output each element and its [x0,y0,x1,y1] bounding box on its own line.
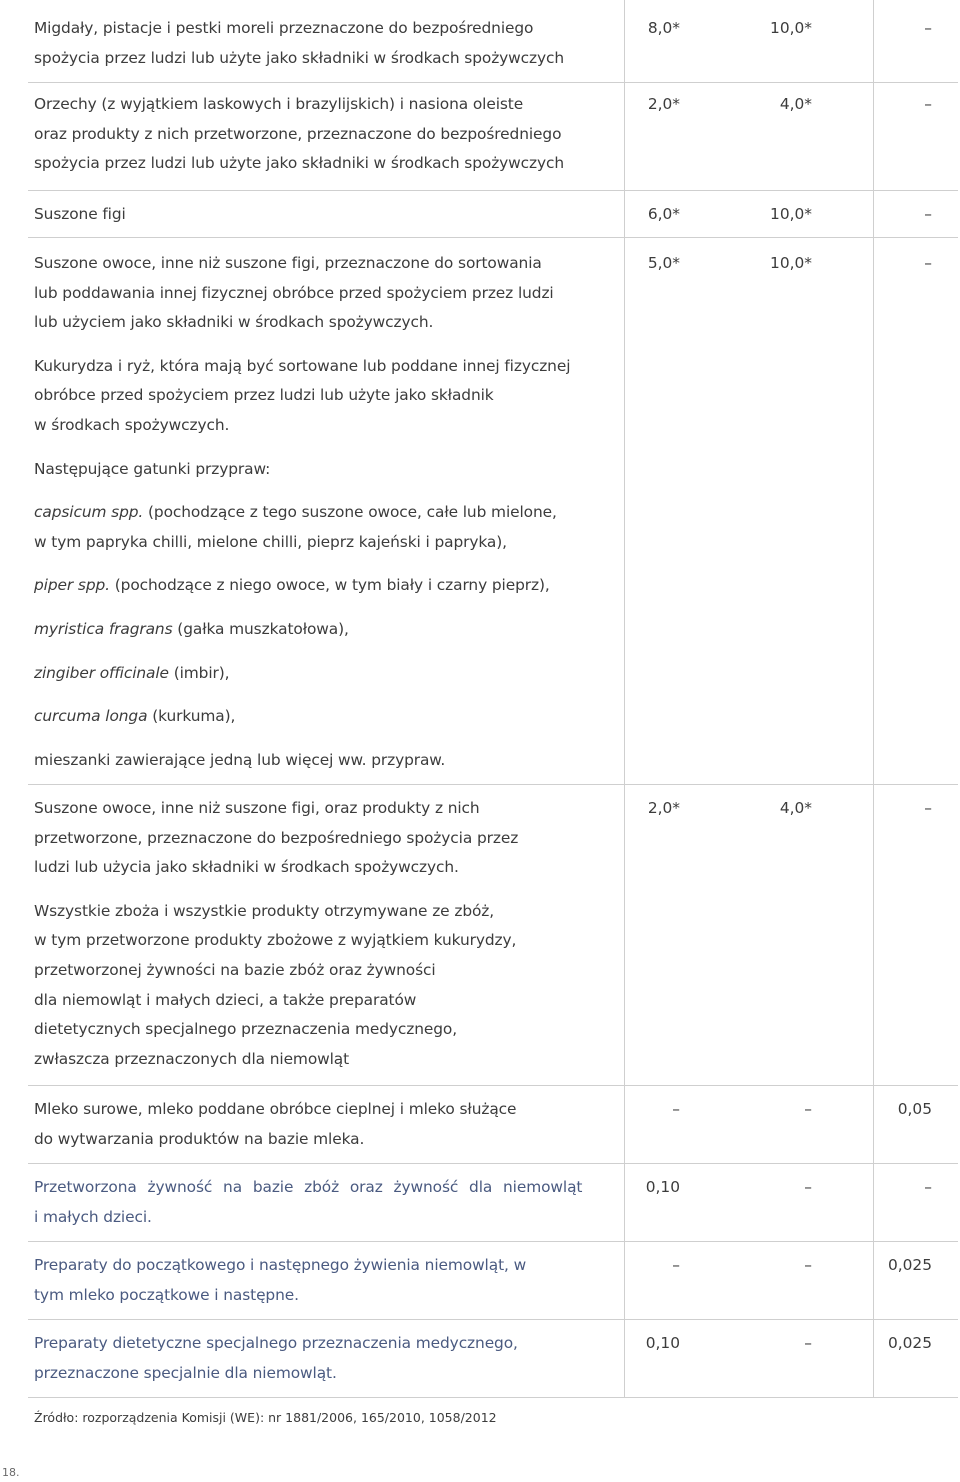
text-line: i małych dzieci. [34,1207,152,1226]
text-line: Kukurydza i ryż, która mają być sortowane lub poddane innej fizycznej [34,356,571,375]
text-line: w tym przetworzone produkty zbożowe z wyjątkiem kukurydzy, [34,931,517,950]
value-total: 4,0* [779,95,812,113]
column-divider [873,1241,874,1319]
product-description [34,1329,609,1388]
table-row [28,1163,958,1242]
column-divider [624,1085,625,1163]
value-total: – [804,1178,812,1196]
column-divider [624,1319,625,1397]
value-total: 10,0* [770,254,812,272]
product-description [34,1095,609,1154]
column-divider [873,237,874,784]
spice-text: (kurkuma), [147,707,236,726]
spice-text: (pochodzące z tego suszone owoce, całe lub mielone, [143,503,557,522]
product-description [34,1251,609,1310]
text-line: do wytwarzania produktów na bazie mleka. [34,1129,365,1148]
product-description [34,794,609,1074]
text-line: tym mleko początkowe i następne. [34,1285,299,1304]
text-line: lub poddawania innej fizycznej obróbce przed spożyciem przez ludzi [34,283,554,302]
product-description [34,249,609,775]
text-line: Wszystkie zboża i wszystkie produkty otrzymywane ze zbóż, [34,901,495,920]
text-line: Preparaty dietetyczne specjalnego przeznaczenia medycznego, [34,1334,518,1352]
column-divider [873,1163,874,1241]
text-line: w tym papryka chilli, mielone chilli, pieprz kajeński i papryka), [34,532,507,551]
column-divider [873,82,874,190]
spice-text: (gałka muszkatołowa), [172,619,349,638]
column-divider [873,1319,874,1397]
value-total: – [804,1256,812,1274]
text-line: spożycia przez ludzi lub użyte jako składniki w środkach spożywczych [34,48,565,67]
table-row [28,1241,958,1320]
text-line: Przetworzona żywność na bazie zbóż oraz żywność dla niemowląt [34,1178,583,1196]
spice-item [34,615,609,645]
spice-item [34,659,609,689]
product-description [34,90,609,179]
value-b1: 5,0* [647,254,680,272]
text-line: Orzechy (z wyjątkiem laskowych i brazylijskich) i nasiona oleiste [34,95,524,113]
value-total: – [804,1100,812,1118]
spice-item [34,571,609,601]
spice-text: (imbir), [168,663,230,682]
value-b1: – [672,1256,680,1274]
value-b1: 6,0* [647,205,680,223]
text-line: w środkach spożywczych. [34,415,230,434]
page-number: 18. [2,1466,20,1479]
table-row [28,0,958,83]
latin-name: piper spp. [34,576,110,595]
value-total: – [804,1334,812,1352]
column-divider [624,1241,625,1319]
product-description [34,200,609,230]
text-line: Suszone owoce, inne niż suszone figi, przeznaczone do sortowania [34,254,542,272]
column-divider [624,237,625,784]
text-line: oraz produkty z nich przetworzone, przeznaczone do bezpośredniego [34,124,562,143]
value-b1: 2,0* [647,799,680,817]
value-m1: 0,05 [897,1100,932,1118]
table-row [28,784,958,1086]
column-divider [624,784,625,1085]
column-divider [873,1085,874,1163]
latin-name: myristica fragrans [34,619,173,638]
table-row [28,1319,958,1398]
column-divider [624,190,625,237]
text-line: Migdały, pistacje i pestki moreli przeznaczone do bezpośredniego [34,19,534,37]
text-line: Suszone owoce, inne niż suszone figi, oraz produkty z nich [34,799,480,817]
value-b1: 0,10 [645,1178,680,1196]
text-line: spożycia przez ludzi lub użyte jako składniki w środkach spożywczych [34,154,565,173]
text-line: Preparaty do początkowego i następnego żywienia niemowląt, w [34,1256,527,1274]
value-m1: 0,025 [887,1256,932,1274]
value-m1: – [924,799,932,817]
spice-text: (pochodzące z niego owoce, w tym biały i czarny pieprz), [109,576,550,595]
text-line: obróbce przed spożyciem przez ludzi lub użyte jako składnik [34,386,494,405]
value-b1: – [672,1100,680,1118]
value-m1: 0,025 [887,1334,932,1352]
latin-name: zingiber officinale [34,663,169,682]
text-line: przeznaczone specjalnie dla niemowląt. [34,1363,337,1382]
value-m1: – [924,1178,932,1196]
column-divider [873,190,874,237]
column-divider [873,0,874,82]
value-m1: – [924,19,932,37]
value-total: 10,0* [770,205,812,223]
value-m1: – [924,254,932,272]
text-line: dla niemowląt i małych dzieci, a także preparatów [34,990,417,1009]
source-note: Źródło: rozporządzenia Komisji (WE): nr 1881/2006, 165/2010, 1058/2012 [34,1410,497,1425]
product-description [34,1173,609,1232]
text-line: ludzi lub użycia jako składniki w środkach spożywczych. [34,858,459,877]
text-line: lub użyciem jako składniki w środkach spożywczych. [34,313,434,332]
text-line: przetworzonej żywności na bazie zbóż oraz żywności [34,960,436,979]
text-line: zwłaszcza przeznaczonych dla niemowląt [34,1049,350,1068]
column-divider [624,0,625,82]
value-m1: – [924,205,932,223]
latin-name: curcuma longa [34,707,148,726]
table-row [28,1085,958,1164]
spices-heading: Następujące gatunki przypraw: [34,459,271,478]
value-b1: 0,10 [645,1334,680,1352]
text-line: mieszanki zawierające jedną lub więcej ww. przypraw. [34,750,446,769]
latin-name: capsicum spp. [34,503,144,522]
column-divider [624,82,625,190]
table-row [28,237,958,785]
value-b1: 2,0* [647,95,680,113]
table-row [28,190,958,238]
value-total: 4,0* [779,799,812,817]
spice-item [34,702,609,732]
value-total: 10,0* [770,19,812,37]
text-line: przetworzone, przeznaczone do bezpośredniego spożycia przez [34,828,519,847]
spice-item [34,498,609,528]
column-divider [624,1163,625,1241]
value-m1: – [924,95,932,113]
value-b1: 8,0* [647,19,680,37]
column-divider [873,784,874,1085]
text-line: Suszone figi [34,205,126,223]
text-line: Mleko surowe, mleko poddane obróbce cieplnej i mleko służące [34,1100,517,1118]
table-row [28,82,958,191]
text-line: dietetycznych specjalnego przeznaczenia medycznego, [34,1020,458,1039]
product-description [34,14,609,73]
